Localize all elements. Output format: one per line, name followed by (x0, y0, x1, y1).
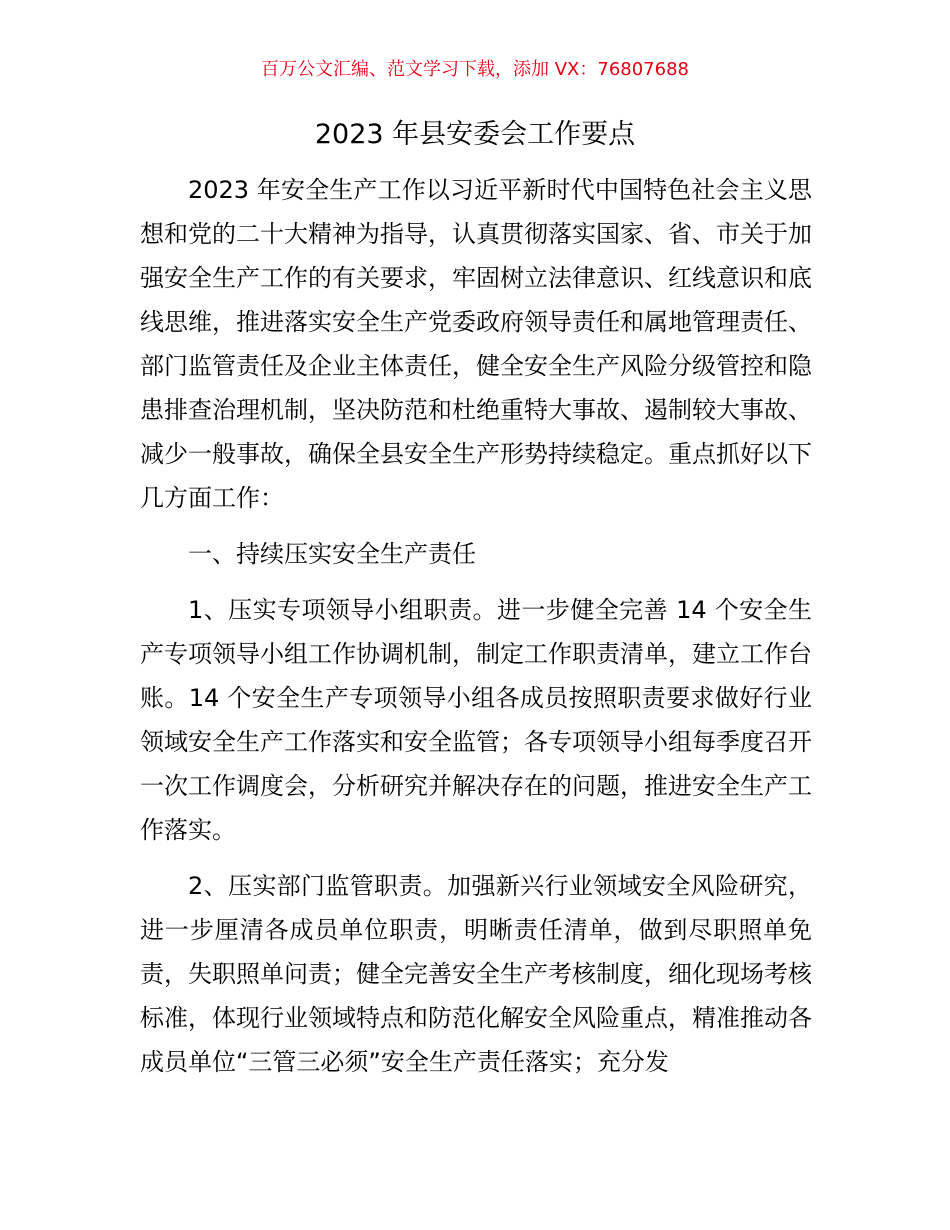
header-note: 百万公文汇编、范文学习下载，添加 VX：76807688 (261, 59, 689, 80)
document-title: 2023 年县安委会工作要点 (314, 119, 636, 150)
paragraph-item-1: 1、压实专项领导小组职责。进一步健全完善 14 个安全生产专项领导小组工作协调机制，制定工作职责清单，建立工作台账。14 个安全生产专项领导小组各成员按照职责要求做好行业领域安全生产工作落实和安全监管；各专项领导小组每季度召开一次工作调度会，分析研究并解决存在的问题，推进安全生产工作落实。 (140, 596, 812, 844)
document-body (140, 168, 812, 1096)
paragraph-intro: 2023 年安全生产工作以习近平新时代中国特色社会主义思想和党的二十大精神为指导，认真贯彻落实国家、省、市关于加强安全生产工作的有关要求，牢固树立法律意识、红线意识和底线思维，推进落实安全生产党委政府领导责任和属地管理责任、部门监管责任及企业主体责任，健全安全生产风险分级管控和隐患排查治理机制，坚决防范和杜绝重特大事故、遏制较大事故、减少一般事故，确保全县安全生产形势持续稳定。重点抓好以下几方面工作： (140, 176, 812, 512)
section-heading: 一、持续压实安全生产责任 (188, 540, 476, 568)
paragraph-item-2: 2、压实部门监管职责。加强新兴行业领域安全风险研究，进一步厘清各成员单位职责，明晰责任清单，做到尽职照单免责，失职照单问责；健全完善安全生产考核制度，细化现场考核标准，体现行业领域特点和防范化解安全风险重点，精准推动各成员单位“三管三必须”安全生产责任落实；充分发 (140, 872, 812, 1076)
